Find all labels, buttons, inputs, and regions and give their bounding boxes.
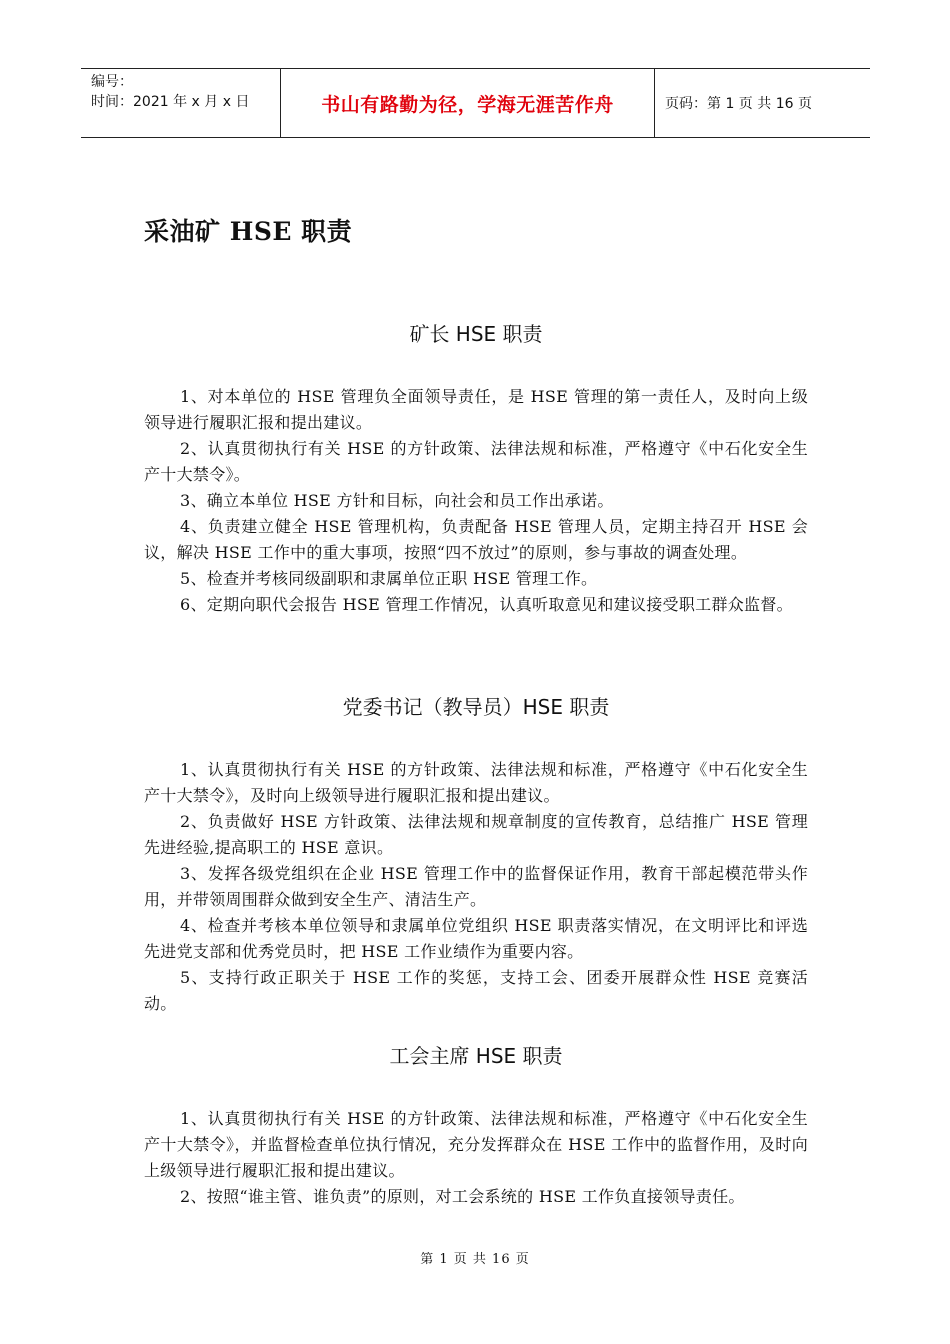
paragraph: 2、认真贯彻执行有关 HSE 的方针政策、法律法规和标准，严格遵守《中石化安全生产十大禁令》。 [144,439,808,484]
header-meta-cell [81,69,281,137]
paragraph: 1、对本单位的 HSE 管理负全面领导责任，是 HSE 管理的第一责任人，及时向上级领导进行履职汇报和提出建议。 [144,387,808,432]
page-footer: 第 1 页 共 16 页 [420,1252,530,1267]
header-motto: 书山有路勤为径，学海无涯苦作舟 [281,69,655,137]
document-date: 时间：2021 年 x 月 x 日 [91,94,250,110]
section-heading: 工会主席 HSE 职责 [389,1044,563,1068]
section-heading: 矿长 HSE 职责 [409,322,543,346]
section-heading: 党委书记（教导员）HSE 职责 [342,695,610,719]
document-title: 采油矿 HSE 职责 [144,217,353,246]
paragraph: 1、认真贯彻执行有关 HSE 的方针政策、法律法规和标准，严格遵守《中石化安全生产十大禁令》，及时向上级领导进行履职汇报和提出建议。 [144,760,808,805]
paragraph: 4、负责建立健全 HSE 管理机构，负责配备 HSE 管理人员，定期主持召开 HSE 会议，解决 HSE 工作中的重大事项，按照“四不放过”的原则，参与事故的调查处理。 [144,517,808,562]
paragraph: 6、定期向职代会报告 HSE 管理工作情况，认真听取意见和建议接受职工群众监督。 [180,595,793,614]
paragraph: 1、认真贯彻执行有关 HSE 的方针政策、法律法规和标准，严格遵守《中石化安全生产十大禁令》，并监督检查单位执行情况，充分发挥群众在 HSE 工作中的监督作用，及时向上级领导进行履职汇报和提出建议。 [144,1109,808,1180]
header-table [81,68,870,138]
paragraph: 4、检查并考核本单位领导和隶属单位党组织 HSE 职责落实情况，在文明评比和评选先进党支部和优秀党员时，把 HSE 工作业绩作为重要内容。 [144,916,808,961]
section-union-chairman [144,1042,808,1210]
section-party-secretary [144,693,808,1017]
paragraph: 3、确立本单位 HSE 方针和目标，向社会和员工作出承诺。 [180,491,614,510]
header-page-info: 页码：第 1 页 共 16 页 [665,96,812,112]
section-mine-director [144,320,808,618]
paragraph: 2、按照“谁主管、谁负责”的原则，对工会系统的 HSE 工作负直接领导责任。 [180,1187,745,1206]
document-number-label: 编号： [91,74,133,90]
paragraph: 3、发挥各级党组织在企业 HSE 管理工作中的监督保证作用，教育干部起模范带头作用，并带领周围群众做到安全生产、清洁生产。 [144,864,808,909]
paragraph: 2、负责做好 HSE 方针政策、法律法规和规章制度的宣传教育，总结推广 HSE 管理先进经验,提高职工的 HSE 意识。 [144,812,808,857]
paragraph: 5、支持行政正职关于 HSE 工作的奖惩，支持工会、团委开展群众性 HSE 竞赛活动。 [144,968,808,1013]
paragraph: 5、检查并考核同级副职和隶属单位正职 HSE 管理工作。 [180,569,598,588]
